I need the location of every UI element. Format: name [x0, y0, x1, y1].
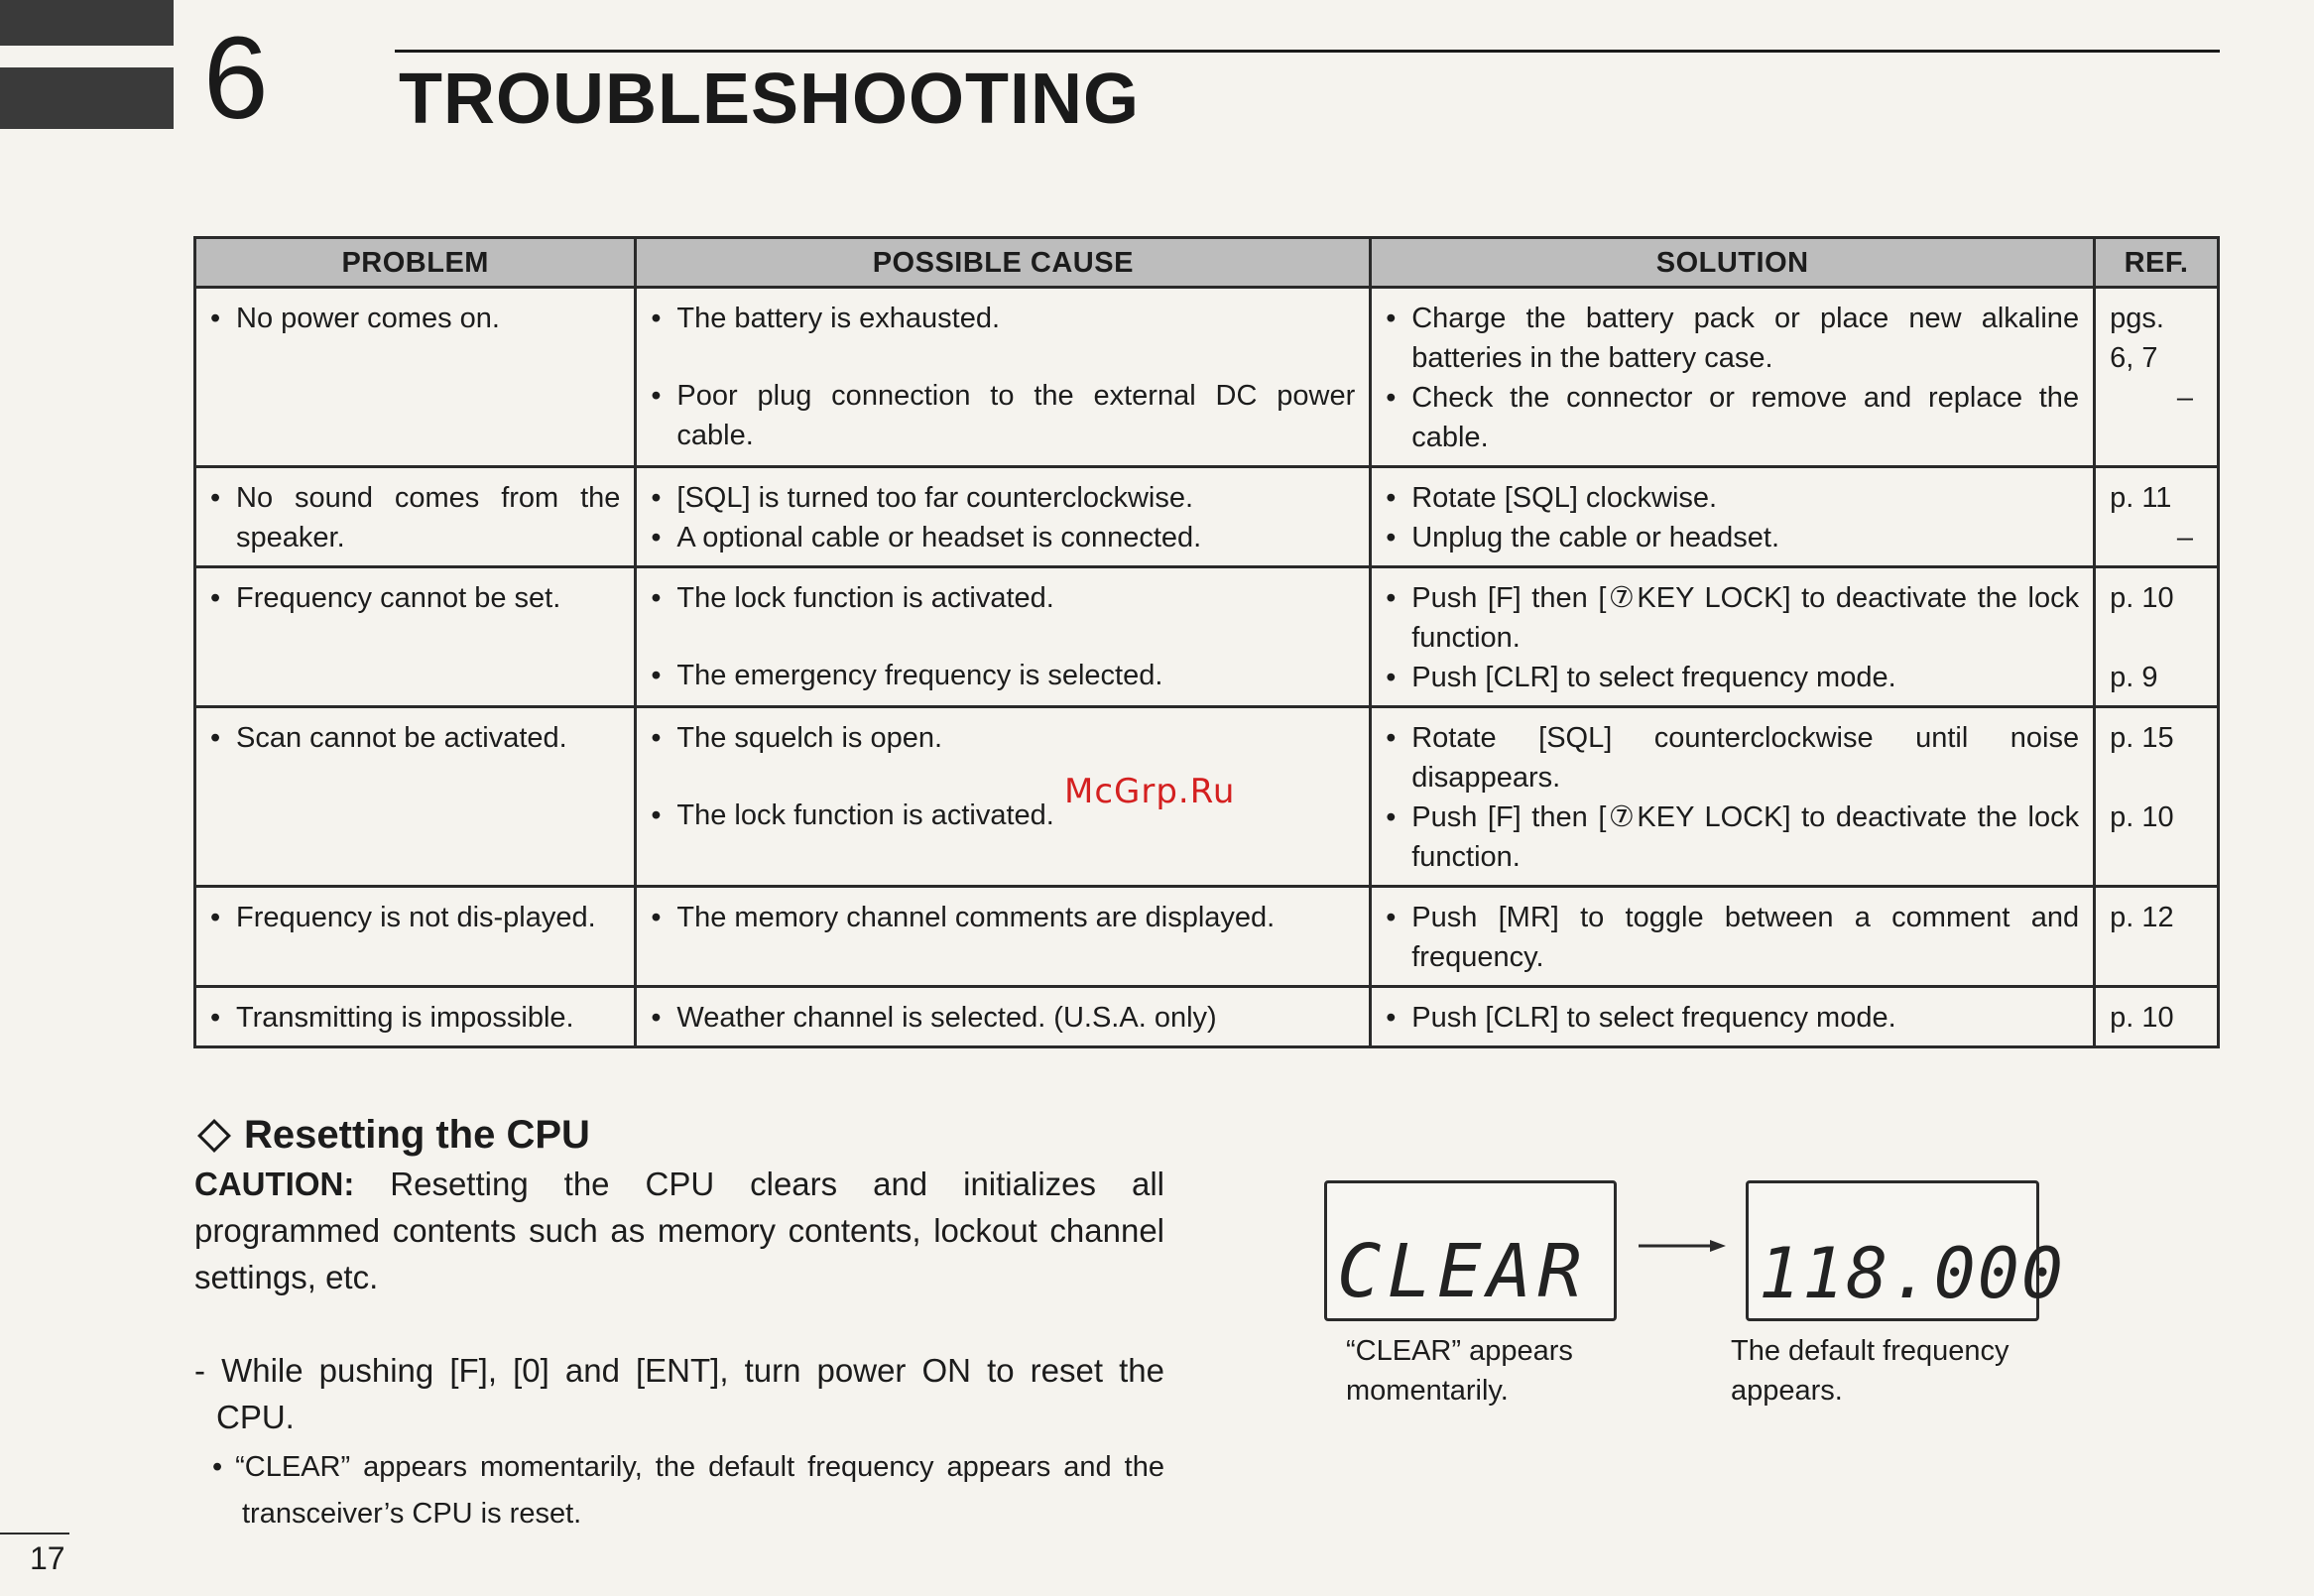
problem-cell	[195, 288, 636, 467]
problem-cell	[195, 987, 636, 1047]
caution-paragraph	[194, 1161, 1164, 1300]
solution-cell	[1371, 987, 2095, 1047]
header-cause: POSSIBLE CAUSE	[636, 238, 1371, 288]
cause-text: • The emergency frequency is selected.	[651, 656, 1355, 695]
table-row	[195, 467, 2219, 567]
problem-text: • Scan cannot be activated.	[210, 718, 620, 758]
lcd-display-frequency	[1746, 1180, 2066, 1321]
ref-text: p. 9	[2110, 662, 2158, 693]
header-bar-top	[0, 0, 174, 46]
header-ref: REF.	[2095, 238, 2219, 288]
diamond-icon	[197, 1119, 231, 1153]
ref-text: p. 10	[2110, 582, 2174, 614]
cause-text: • The squelch is open.	[651, 718, 1355, 758]
ref-text: p. 10	[2110, 1002, 2174, 1034]
cause-text: • The battery is exhausted.	[651, 299, 1355, 338]
solution-text: • Push [CLR] to select frequency mode.	[1386, 658, 2079, 697]
reset-step: - While pushing [F], [0] and [ENT], turn power ON to reset the CPU.	[194, 1352, 1164, 1435]
reset-section-heading	[196, 1113, 590, 1158]
ref-cell	[2095, 707, 2219, 887]
solution-text: • Push [CLR] to select frequency mode.	[1386, 998, 2079, 1038]
table-row	[195, 567, 2219, 707]
cause-cell	[636, 288, 1371, 467]
solution-text: • Unplug the cable or headset.	[1386, 518, 2079, 557]
reset-section-title: Resetting the CPU	[244, 1113, 590, 1157]
header-solution: SOLUTION	[1371, 238, 2095, 288]
cause-cell	[636, 567, 1371, 707]
ref-cell	[2095, 987, 2219, 1047]
cause-text: • A optional cable or headset is connected.	[651, 518, 1355, 557]
cause-cell	[636, 887, 1371, 987]
problem-text: • Frequency cannot be set.	[210, 578, 620, 618]
solution-text: • Push [MR] to toggle between a comment and frequency.	[1386, 898, 2079, 977]
solution-text: • Rotate [SQL] clockwise.	[1386, 478, 2079, 518]
solution-cell	[1371, 567, 2095, 707]
reset-note: • “CLEAR” appears momentarily, the default frequency appears and the transceiver’s CPU is reset.	[212, 1451, 1164, 1530]
title-rule	[395, 50, 2220, 53]
header-problem: PROBLEM	[195, 238, 636, 288]
problem-text: • No power comes on.	[210, 299, 620, 338]
solution-text: • Charge the battery pack or place new alkaline batteries in the battery case.	[1386, 299, 2079, 378]
ref-cell	[2095, 567, 2219, 707]
solution-cell	[1371, 467, 2095, 567]
ref-text: –	[2176, 382, 2193, 414]
problem-cell	[195, 887, 636, 987]
problem-cell	[195, 567, 636, 707]
ref-cell	[2095, 467, 2219, 567]
problem-text: • Frequency is not dis-played.	[210, 898, 620, 937]
page-number: 17	[30, 1540, 65, 1576]
cause-text: • Weather channel is selected. (U.S.A. only)	[651, 998, 1355, 1038]
cause-text: • The lock function is activated.	[651, 796, 1355, 835]
ref-text: p. 10	[2110, 801, 2174, 833]
ref-text: p. 11	[2110, 482, 2172, 514]
cause-cell	[636, 707, 1371, 887]
arrow-right-icon	[1639, 1234, 1726, 1258]
solution-text: • Check the connector or remove and replace the cable.	[1386, 378, 2079, 457]
caution-label: CAUTION:	[194, 1166, 355, 1202]
page-number-rule	[0, 1533, 69, 1535]
table-row	[195, 887, 2219, 987]
troubleshooting-table	[193, 236, 2220, 1048]
header-bar-bottom	[0, 67, 174, 129]
cause-text: • Poor plug connection to the external DC power cable.	[651, 376, 1355, 455]
problem-cell	[195, 467, 636, 567]
lcd-text-clear: CLEAR	[1337, 1229, 1588, 1314]
cause-cell	[636, 467, 1371, 567]
solution-cell	[1371, 288, 2095, 467]
problem-text: • Transmitting is impossible.	[210, 998, 620, 1038]
chapter-number: 6	[203, 13, 269, 144]
ref-text: 6, 7	[2110, 342, 2158, 374]
lcd-text-frequency: 118.000	[1759, 1233, 2066, 1314]
ref-text: p. 12	[2110, 902, 2174, 933]
cause-cell	[636, 987, 1371, 1047]
problem-cell	[195, 707, 636, 887]
table-row	[195, 288, 2219, 467]
ref-cell	[2095, 288, 2219, 467]
lcd-display-clear	[1324, 1180, 1617, 1321]
cause-text: • [SQL] is turned too far counterclockwise.	[651, 478, 1355, 518]
solution-text: • Rotate [SQL] counterclockwise until noise disappears.	[1386, 718, 2079, 798]
table-header-row	[195, 238, 2219, 288]
ref-text: p. 15	[2110, 722, 2174, 754]
solution-cell	[1371, 707, 2095, 887]
caution-text: Resetting the CPU clears and initializes all programmed contents such as memory contents, lockout channel settings, etc.	[194, 1166, 1164, 1295]
ref-text: pgs.	[2110, 303, 2164, 334]
watermark: McGrp.Ru	[1064, 772, 1236, 811]
problem-text: • No sound comes from the speaker.	[210, 478, 620, 557]
solution-cell	[1371, 887, 2095, 987]
cause-text: • The lock function is activated.	[651, 578, 1355, 618]
solution-text: • Push [F] then [⑦KEY LOCK] to deactivate the lock function.	[1386, 578, 2079, 658]
caption-clear: “CLEAR” appears momentarily.	[1346, 1335, 1573, 1407]
chapter-title: TROUBLESHOOTING	[399, 60, 1140, 139]
ref-cell	[2095, 887, 2219, 987]
solution-text: • Push [F] then [⑦KEY LOCK] to deactivate the lock function.	[1386, 798, 2079, 877]
ref-text: –	[2176, 522, 2193, 553]
cause-text: • The memory channel comments are displayed.	[651, 898, 1355, 937]
table-row	[195, 987, 2219, 1047]
caption-frequency: The default frequency appears.	[1731, 1335, 2010, 1407]
